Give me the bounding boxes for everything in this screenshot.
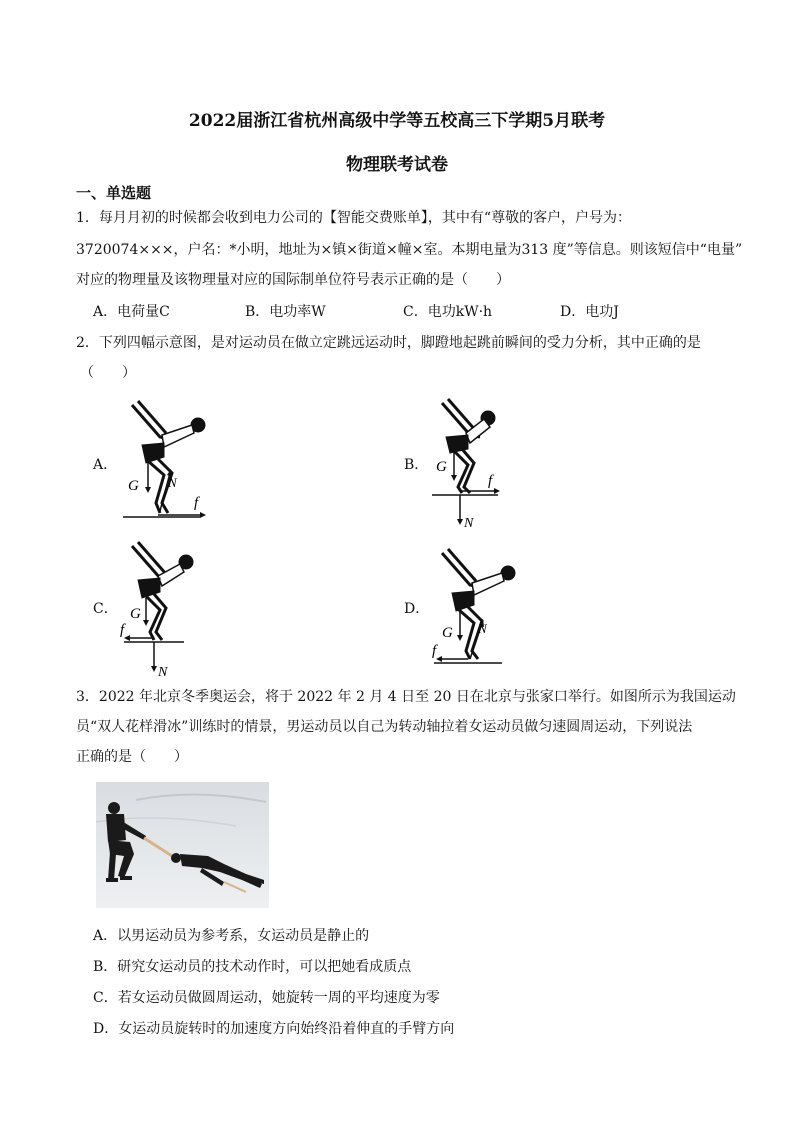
q2-figure-c <box>118 536 218 681</box>
normal-force-label: N <box>464 516 474 531</box>
friction-label: f <box>432 643 437 659</box>
q2-option-b-label[interactable]: B． <box>404 457 429 473</box>
jumper-figure <box>442 549 515 659</box>
q3-line-2: 员“双人花样滑冰”训练时的情景，男运动员以自己为转动轴拉着女运动员做匀速圆周运动，下列说法 <box>76 719 693 735</box>
q2-option-c-label[interactable]: C． <box>93 601 118 617</box>
q3-option-b[interactable]: B．研究女运动员的技术动作时，可以把她看成质点 <box>93 959 412 975</box>
q3-line-3: 正确的是（ ） <box>76 749 188 765</box>
normal-force-label: N <box>168 475 177 490</box>
normal-force-label: N <box>158 665 168 680</box>
gravity-label: G <box>442 625 453 641</box>
q3-option-d[interactable]: D．女运动员旋转时的加速度方向始终沿着伸直的手臂方向 <box>93 1021 455 1037</box>
friction-label: f <box>488 473 493 489</box>
q2-line-1: 2．下列四幅示意图，是对运动员在做立定跳远运动时，脚蹬地起跳前瞬间的受力分析，其中正确的是 <box>76 335 701 351</box>
q2-figure-b <box>428 393 528 533</box>
q3-option-a[interactable]: A．以男运动员为参考系，女运动员是静止的 <box>93 928 370 944</box>
q2-figure-d <box>428 543 528 668</box>
q1-line-1: 1．每月月初的时候都会收到电力公司的【智能交费账单】，其中有“尊敬的客户，户号为： <box>76 210 632 226</box>
gravity-label: G <box>128 478 139 494</box>
gravity-label: G <box>130 606 141 622</box>
q1-option-a[interactable]: A．电荷量C <box>93 304 170 320</box>
section-heading: 一、单选题 <box>76 184 152 202</box>
exam-title: 2022届浙江省杭州高级中学等五校高三下学期5月联考 <box>188 111 606 131</box>
q1-line-3: 对应的物理量及该物理量对应的国际制单位符号表示正确的是（ ） <box>76 272 510 288</box>
figure-skating-photo <box>96 782 269 908</box>
gravity-label: G <box>436 459 447 475</box>
exam-subtitle: 物理联考试卷 <box>346 155 448 175</box>
q2-figure-a <box>118 395 218 525</box>
q2-option-a-label[interactable]: A． <box>93 457 118 473</box>
q2-line-2: （ ） <box>80 365 136 381</box>
q3-line-1: 3．2022 年北京冬季奥运会，将于 2022 年 2 月 4 日至 20 日在北京与张家口举行。如图所示为我国运动 <box>76 689 736 705</box>
q1-option-b[interactable]: B．电功率W <box>245 304 326 320</box>
friction-label: f <box>120 622 125 638</box>
friction-label: f <box>194 495 199 511</box>
q3-option-c[interactable]: C．若女运动员做圆周运动，她旋转一周的平均速度为零 <box>93 990 440 1006</box>
q1-option-c[interactable]: C．电功kW·h <box>403 304 493 320</box>
jumper-figure <box>132 542 193 640</box>
q1-option-d[interactable]: D．电功J <box>560 304 619 320</box>
q1-line-2: 3720074×××，户名：*小明，地址为×镇×街道×幢×室。本期电量为313 度”等信息。则该短信中“电量” <box>76 242 743 258</box>
q2-option-d-label[interactable]: D． <box>404 601 430 617</box>
normal-force-label: N <box>478 621 487 636</box>
